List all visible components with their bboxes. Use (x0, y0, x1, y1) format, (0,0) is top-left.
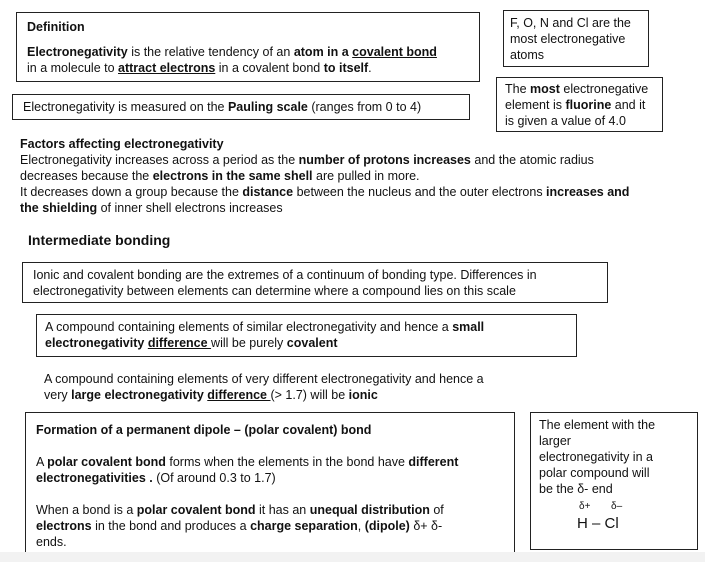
definition-in-a: in a (323, 45, 353, 59)
pauling-scale-term: Pauling scale (227, 100, 308, 114)
continuum-line-2: electronegativity between elements can determine where a compound lies on this scale (33, 284, 516, 298)
dipole-p2c: it has an (255, 503, 310, 517)
larger-line-2: larger (539, 434, 571, 448)
dipole-heading: Formation of a permanent dipole – (polar covalent) bond (36, 423, 372, 437)
dipole-polar-covalent: polar covalent bond (47, 455, 166, 469)
definition-atom: atom (293, 45, 324, 59)
fluorine-l1c: electronegative (559, 82, 649, 96)
continuum-box (22, 262, 608, 303)
fluorine-l2a: element is (505, 98, 566, 112)
factors-line-2 (20, 168, 700, 184)
continuum-line-1: Ionic and covalent bonding are the extremes of a continuum of bonding type. Differences in (33, 268, 537, 282)
covalent-en: electronegativity (45, 336, 148, 350)
fluorine-l2c: and it (611, 98, 646, 112)
ionic-difference: difference (207, 388, 271, 402)
dipole-electrons: electrons (36, 519, 92, 533)
ionic-term: ionic (348, 388, 378, 402)
pauling-range: (ranges from 0 to 4) (307, 100, 422, 114)
ionic-line-2 (44, 387, 584, 403)
larger-line-5: be the δ- end (539, 482, 613, 496)
dipole-polar-covalent-2: polar covalent bond (136, 503, 256, 517)
pauling-text (23, 99, 459, 115)
hcl-diagram (571, 501, 651, 541)
factors-l1c: and the atomic radius (470, 153, 594, 167)
factors-l3c: between the nucleus and the outer electrons (293, 185, 547, 199)
fonc-line-3: atoms (510, 48, 545, 62)
fonc-line-2: most electronegative (510, 32, 626, 46)
dipole-p2-line-3: ends. (36, 535, 67, 549)
ionic-l2a: very (44, 388, 72, 402)
larger-electronegativity-box (530, 412, 698, 550)
covalent-l1a: A compound containing elements of similar electronegativity and hence a (45, 320, 453, 334)
covalent-difference: difference (147, 336, 212, 350)
fluorine-line-2 (505, 97, 654, 113)
factors-l1a: Electronegativity increases across a period as the (20, 153, 299, 167)
dipole-charge-separation: charge separation (250, 519, 358, 533)
dipole-electronegativities: electronegativities . (36, 471, 153, 485)
dipole-box (25, 412, 515, 554)
ionic-l2d: (> 1.7) will be (270, 388, 349, 402)
most-electronegative-atoms-box (503, 10, 649, 67)
intermediate-bonding-heading: Intermediate bonding (28, 232, 171, 248)
dipole-p1a: A (36, 455, 48, 469)
covalent-line-1 (45, 319, 568, 335)
definition-period: . (368, 61, 372, 75)
dipole-p1-line-2 (36, 470, 504, 486)
factors-l2a: decreases because the (20, 169, 153, 183)
dipole-unequal: unequal distribution (309, 503, 430, 517)
dipole-p2a: When a bond is a (36, 503, 137, 517)
fluorine-l1a: The (505, 82, 531, 96)
factors-l4b: of inner shell electrons increases (97, 201, 283, 215)
definition-to-itself: to itself (323, 61, 369, 75)
dipole-p1-line-1 (36, 454, 504, 470)
dipole-p2-line-1 (36, 502, 504, 518)
delta-minus-label: δ– (611, 501, 623, 512)
fluorine-term: fluorine (565, 98, 612, 112)
dipole-p2k: δ+ δ- (409, 519, 443, 533)
factors-heading: Factors affecting electronegativity (20, 137, 224, 151)
hcl-formula: H – Cl (577, 515, 619, 532)
factors-l2c: are pulled in more. (312, 169, 420, 183)
factors-section (20, 136, 700, 216)
definition-text: is the relative tendency of an (127, 45, 294, 59)
covalent-l2c: will be purely (211, 336, 287, 350)
ionic-line-1: A compound containing elements of very different electronegativity and hence a (44, 372, 484, 386)
fluorine-most: most (530, 82, 560, 96)
covalent-small: small (452, 320, 485, 334)
fonc-line-1: F, O, N and Cl are the (510, 16, 631, 30)
delta-plus-label: δ+ (579, 501, 591, 512)
factors-line-4 (20, 200, 700, 216)
dipole-p2g: in the bond and produces a (91, 519, 251, 533)
definition-box (16, 12, 480, 82)
definition-text-2: in a molecule to (27, 61, 119, 75)
covalent-line-2 (45, 335, 568, 351)
definition-text-3: in a covalent bond (215, 61, 324, 75)
factors-same-shell: electrons in the same shell (152, 169, 313, 183)
dipole-p2i: , (357, 519, 365, 533)
factors-line-1 (20, 152, 700, 168)
definition-heading: Definition (27, 20, 85, 34)
factors-shielding: the shielding (20, 201, 98, 215)
definition-covalent-bond: covalent bond (352, 45, 437, 59)
dipole-p2e: of (429, 503, 444, 517)
fluorine-line-1 (505, 81, 654, 97)
ionic-large: large electronegativity (71, 388, 208, 402)
dipole-dipole: (dipole) (364, 519, 410, 533)
definition-term: Electronegativity (27, 45, 128, 59)
pauling-text-1: Electronegativity is measured on the (23, 100, 228, 114)
factors-distance: distance (242, 185, 294, 199)
covalent-box (36, 314, 577, 357)
factors-l3a: It decreases down a group because the (20, 185, 243, 199)
larger-line-1: The element with the (539, 418, 656, 432)
dipole-p1c: forms when the elements in the bond have (165, 455, 409, 469)
definition-attract-electrons: attract electrons (118, 61, 216, 75)
dipole-different: different (408, 455, 459, 469)
definition-line-1 (27, 44, 469, 60)
factors-protons: number of protons increases (298, 153, 471, 167)
larger-line-4: polar compound will (539, 466, 650, 480)
ionic-block (44, 371, 584, 403)
factors-increases: increases and (546, 185, 630, 199)
fluorine-line-3: is given a value of 4.0 (505, 114, 626, 128)
fluorine-box (496, 77, 663, 132)
factors-line-3 (20, 184, 700, 200)
pauling-scale-box (12, 94, 470, 120)
definition-line-2 (27, 60, 469, 76)
bottom-strip (0, 552, 705, 562)
covalent-term: covalent (286, 336, 338, 350)
larger-line-3: electronegativity in a (539, 450, 653, 464)
dipole-p2-line-2 (36, 518, 504, 534)
dipole-p1f: (Of around 0.3 to 1.7) (152, 471, 276, 485)
